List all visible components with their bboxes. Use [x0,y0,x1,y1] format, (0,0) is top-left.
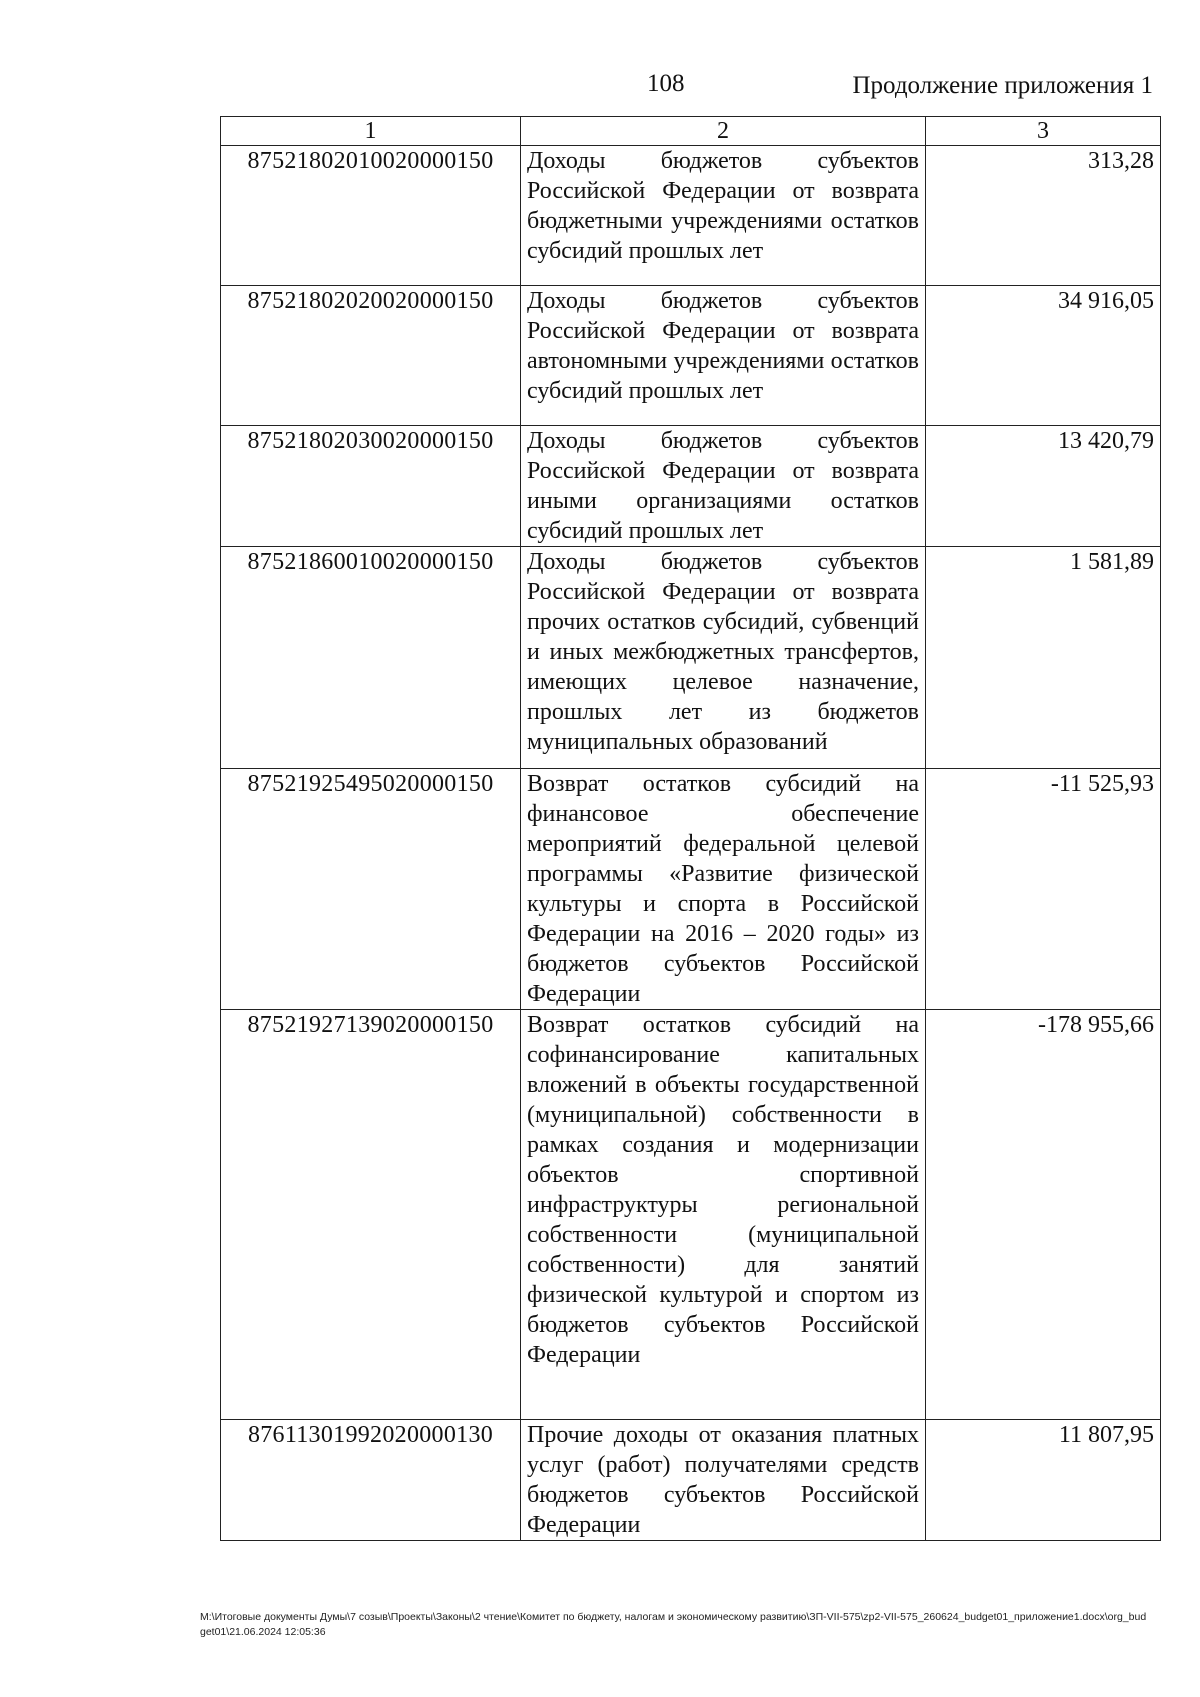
amount-cell: -178 955,66 [926,1010,1161,1420]
budget-code-cell: 87521802010020000150 [221,146,521,286]
column-header: 2 [521,117,926,146]
budget-code-cell: 87521802030020000150 [221,426,521,547]
description-cell: Доходы бюджетов субъектов Российской Федерации от возврата бюджетными учреждениями остатков субсидий прошлых лет [521,146,926,286]
amount-cell: 313,28 [926,146,1161,286]
column-header: 3 [926,117,1161,146]
column-header: 1 [221,117,521,146]
description-cell: Доходы бюджетов субъектов Российской Федерации от возврата прочих остатков субсидий, субвенций и иных межбюджетных трансфертов, имеющих целевое назначение, прошлых лет из бюджетов муниципальных образований [521,547,926,769]
table-row [221,547,1161,769]
page-number: 108 [647,70,685,97]
budget-code-cell: 87521860010020000150 [221,547,521,769]
description-cell: Прочие доходы от оказания платных услуг (работ) получателями средств бюджетов субъектов Российской Федерации [521,1420,926,1541]
budget-code-cell: 87611301992020000130 [221,1420,521,1541]
budget-code-cell: 87521802020020000150 [221,286,521,426]
amount-cell: 34 916,05 [926,286,1161,426]
description-cell: Доходы бюджетов субъектов Российской Федерации от возврата иными организациями остатков субсидий прошлых лет [521,426,926,547]
budget-code-cell: 87521927139020000150 [221,1010,521,1420]
column-number-row [221,117,1161,146]
table-row [221,286,1161,426]
table-row [221,426,1161,547]
description-cell: Возврат остатков субсидий на софинансирование капитальных вложений в объекты государственной (муниципальной) собственности в рамках создания и модернизации объектов спортивной инфраструктуры региональной собственности (муниципальной собственности) для занятий физической культурой и спортом из бюджетов субъектов Российской Федерации [521,1010,926,1420]
amount-cell: 11 807,95 [926,1420,1161,1541]
budget-table [220,116,1161,1541]
file-path-footer: М:\Итоговые документы Думы\7 созыв\Проекты\Законы\2 чтение\Комитет по бюджету, налогам и экономическому развитию\ЗП-VII-575\zp2-VII-575_260624_budget01_приложение1.docx\org_budget01\21.06.2024 12:05:36 [200,1611,1147,1638]
table-row [221,1420,1161,1541]
table-row [221,769,1161,1010]
appendix-continuation-label: Продолжение приложения 1 [852,72,1153,99]
description-cell: Доходы бюджетов субъектов Российской Федерации от возврата автономными учреждениями остатков субсидий прошлых лет [521,286,926,426]
amount-cell: 13 420,79 [926,426,1161,547]
table-row [221,146,1161,286]
amount-cell: 1 581,89 [926,547,1161,769]
amount-cell: -11 525,93 [926,769,1161,1010]
budget-code-cell: 87521925495020000150 [221,769,521,1010]
table-row [221,1010,1161,1420]
description-cell: Возврат остатков субсидий на финансовое обеспечение мероприятий федеральной целевой программы «Развитие физической культуры и спорта в Российской Федерации на 2016 – 2020 годы» из бюджетов субъектов Российской Федерации [521,769,926,1010]
